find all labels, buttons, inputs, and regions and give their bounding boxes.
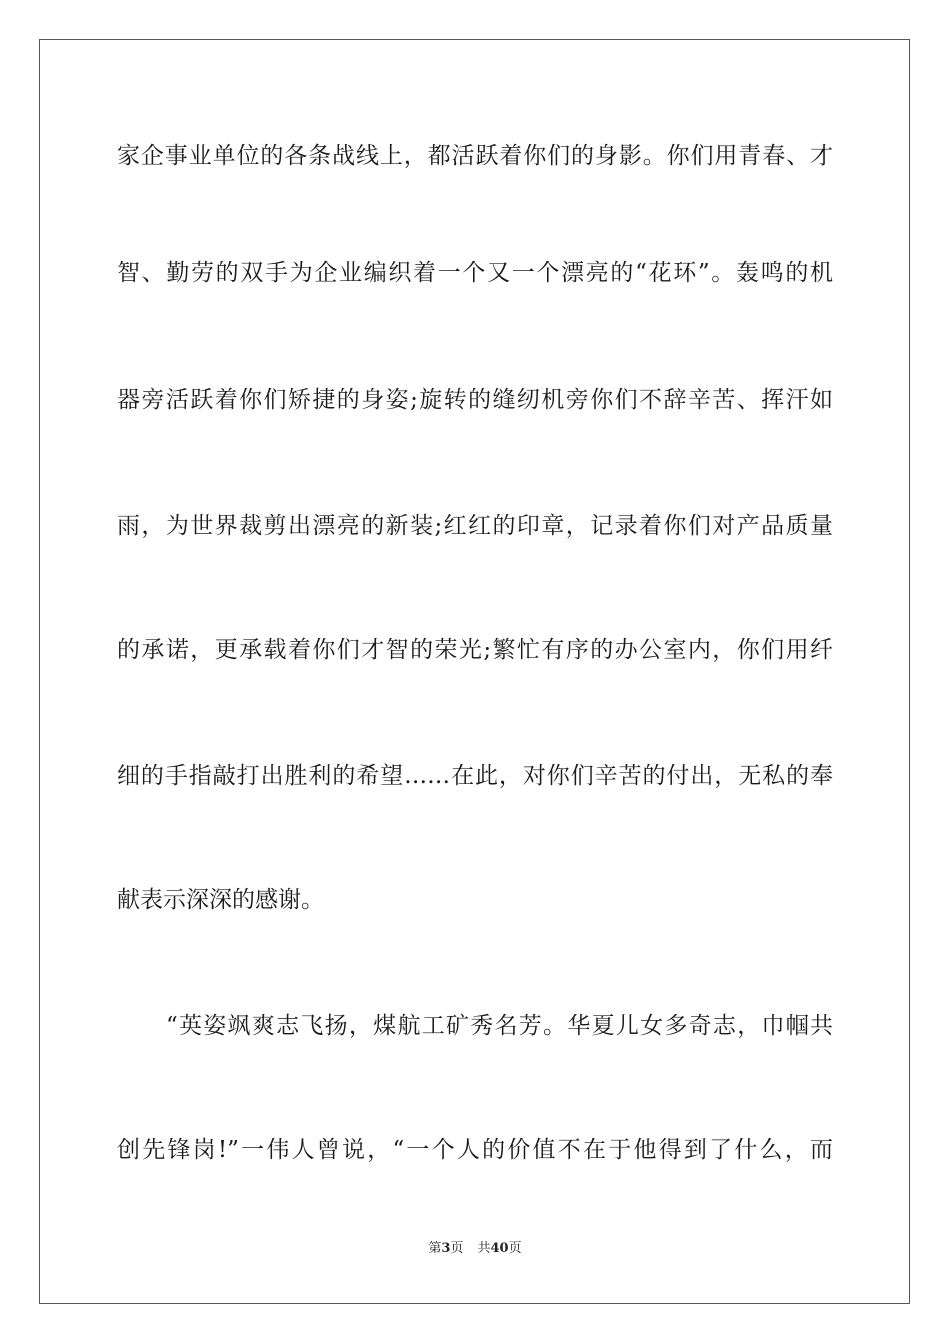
total-suffix: 页: [508, 1241, 522, 1256]
total-prefix: 共: [477, 1241, 491, 1256]
body-text-line: 智、勤劳的双手为企业编织着一个又一个漂亮的“花环”。轰鸣的机: [117, 260, 833, 286]
body-text-line: 器旁活跃着你们矫捷的身姿;旋转的缝纫机旁你们不辞辛苦、挥汗如: [117, 387, 833, 413]
body-text-line: 细的手指敲打出胜利的希望……在此，对你们辛苦的付出，无私的奉: [117, 763, 833, 789]
page-number: 3: [441, 1241, 451, 1256]
page-frame: [39, 39, 910, 1304]
paragraph-first-line: “英姿飒爽志飞扬，煤航工矿秀名芳。华夏儿女多奇志，巾帼共: [166, 1013, 833, 1039]
page-footer: [0, 1240, 950, 1258]
body-text-line: 创先锋岗!”一伟人曾说，“一个人的价值不在于他得到了什么，而: [117, 1137, 833, 1163]
page-suffix: 页: [450, 1241, 464, 1256]
body-text-line: 的承诺，更承载着你们才智的荣光;繁忙有序的办公室内，你们用纤: [117, 637, 833, 663]
body-text-line: 献表示深深的感谢。: [117, 887, 324, 913]
total-pages: 40: [490, 1241, 509, 1256]
body-text-line: 雨，为世界裁剪出漂亮的新装;红红的印章，记录着你们对产品质量: [117, 513, 833, 539]
page-prefix: 第: [428, 1241, 442, 1256]
body-text-line: 家企事业单位的各条战线上，都活跃着你们的身影。你们用青春、才: [117, 143, 833, 169]
